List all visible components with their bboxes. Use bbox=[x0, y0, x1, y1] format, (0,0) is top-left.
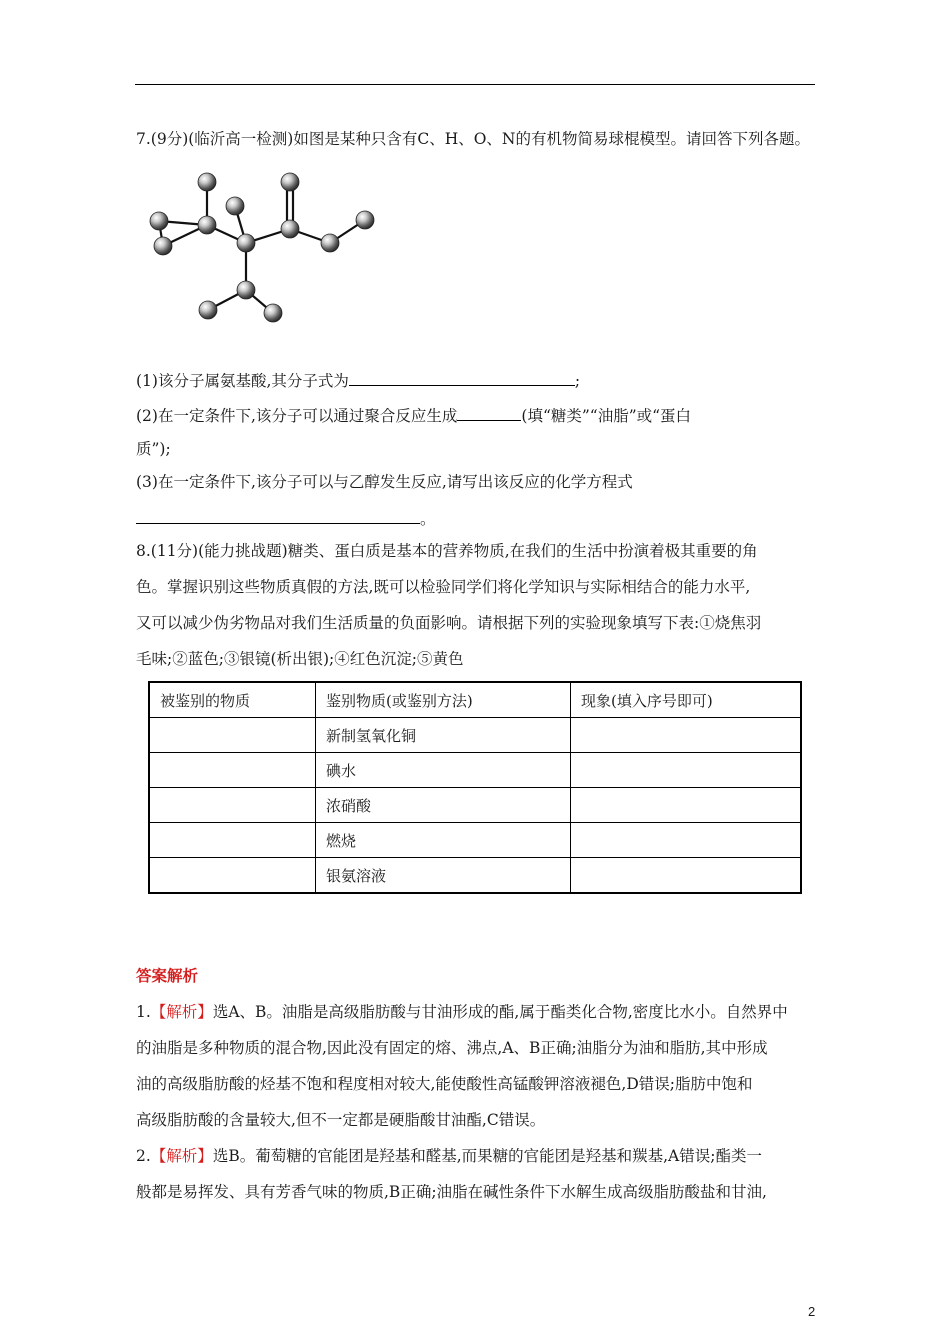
q7-part2-text: (2)在一定条件下,该分子可以通过聚合反应生成 bbox=[136, 407, 458, 425]
q7-part1: (1)该分子属氨基酸,其分子式为 ; bbox=[136, 369, 580, 391]
table-row bbox=[149, 788, 801, 823]
substance-cell[interactable] bbox=[149, 858, 316, 894]
substance-cell[interactable] bbox=[149, 823, 316, 858]
answer-blank[interactable] bbox=[349, 369, 575, 386]
table-header-row bbox=[149, 682, 801, 718]
method-cell: 新制氢氧化铜 bbox=[316, 718, 571, 753]
method-cell: 银氨溶液 bbox=[316, 858, 571, 894]
phenomenon-cell[interactable] bbox=[571, 858, 802, 894]
table-row bbox=[149, 858, 801, 894]
q7-part2-line2: 质”); bbox=[136, 440, 171, 458]
phenomenon-cell[interactable] bbox=[571, 753, 802, 788]
q7-part1-text: (1)该分子属氨基酸,其分子式为 bbox=[136, 372, 349, 390]
table-row bbox=[149, 823, 801, 858]
analysis-tag: 【解析】 bbox=[150, 1147, 213, 1165]
q8-stem-line: 又可以减少伪劣物品对我们生活质量的负面影响。请根据下列的实验现象填写下表:①烧焦羽 bbox=[136, 614, 762, 632]
q8-stem-line: 毛味;②蓝色;③银镜(析出银);④红色沉淀;⑤黄色 bbox=[136, 650, 464, 668]
answer-1-line: 1.【解析】选A、B。油脂是高级脂肪酸与甘油形成的酯,属于酯类化合物,密度比水小。自然界中 bbox=[136, 1003, 788, 1021]
table-header-cell: 被鉴别的物质 bbox=[149, 682, 316, 718]
q8-stem-line: 色。掌握识别这些物质真假的方法,既可以检验同学们将化学知识与实际相结合的能力水平, bbox=[136, 578, 751, 596]
q7-part3-answer: 。 bbox=[136, 507, 436, 529]
answer-2-number: 2. bbox=[136, 1147, 151, 1165]
table-row bbox=[149, 718, 801, 753]
identification-table bbox=[148, 681, 802, 894]
answer-2-line: 般都是易挥发、具有芳香气味的物质,B正确;油脂在碱性条件下水解生成高级脂肪酸盐和甘油, bbox=[136, 1183, 767, 1201]
answer-1-number: 1. bbox=[136, 1003, 151, 1021]
q7-part2: (2)在一定条件下,该分子可以通过聚合反应生成 (填“糖类”“油脂”或“蛋白 bbox=[136, 404, 691, 426]
answer-1-line: 高级脂肪酸的含量较大,但不一定都是硬脂酸甘油酯,C错误。 bbox=[136, 1111, 546, 1129]
method-cell: 浓硝酸 bbox=[316, 788, 571, 823]
table-row bbox=[149, 753, 801, 788]
analysis-tag: 【解析】 bbox=[150, 1003, 213, 1021]
method-cell: 碘水 bbox=[316, 753, 571, 788]
answer-1-line: 油的高级脂肪酸的烃基不饱和程度相对较大,能使酸性高锰酸钾溶液褪色,D错误;脂肪中饱和 bbox=[136, 1075, 753, 1093]
q7-stem: 7.(9分)(临沂高一检测)如图是某种只含有C、H、O、N的有机物简易球棍模型。请回答下列各题。 bbox=[136, 130, 810, 148]
answer-2-line: 2.【解析】选B。葡萄糖的官能团是羟基和醛基,而果糖的官能团是羟基和羰基,A错误;酯类一 bbox=[136, 1147, 762, 1165]
ball-and-stick-model bbox=[140, 168, 390, 333]
page-number: 2 bbox=[808, 1304, 816, 1319]
answer-blank[interactable] bbox=[457, 404, 521, 421]
answers-heading: 答案解析 bbox=[136, 966, 199, 985]
q8-stem-line: 8.(11分)(能力挑战题)糖类、蛋白质是基本的营养物质,在我们的生活中扮演着极其重要的角 bbox=[136, 542, 758, 560]
answer-1-line: 的油脂是多种物质的混合物,因此没有固定的熔、沸点,A、B正确;油脂分为油和脂肪,其中形成 bbox=[136, 1039, 768, 1057]
phenomenon-cell[interactable] bbox=[571, 718, 802, 753]
answer-blank[interactable] bbox=[136, 507, 420, 524]
substance-cell[interactable] bbox=[149, 753, 316, 788]
substance-cell[interactable] bbox=[149, 718, 316, 753]
table-header-cell: 鉴别物质(或鉴别方法) bbox=[316, 682, 571, 718]
phenomenon-cell[interactable] bbox=[571, 788, 802, 823]
substance-cell[interactable] bbox=[149, 788, 316, 823]
q7-part3: (3)在一定条件下,该分子可以与乙醇发生反应,请写出该反应的化学方程式 bbox=[136, 473, 633, 491]
header-rule bbox=[135, 84, 815, 85]
phenomenon-cell[interactable] bbox=[571, 823, 802, 858]
method-cell: 燃烧 bbox=[316, 823, 571, 858]
table-header-cell: 现象(填入序号即可) bbox=[571, 682, 802, 718]
